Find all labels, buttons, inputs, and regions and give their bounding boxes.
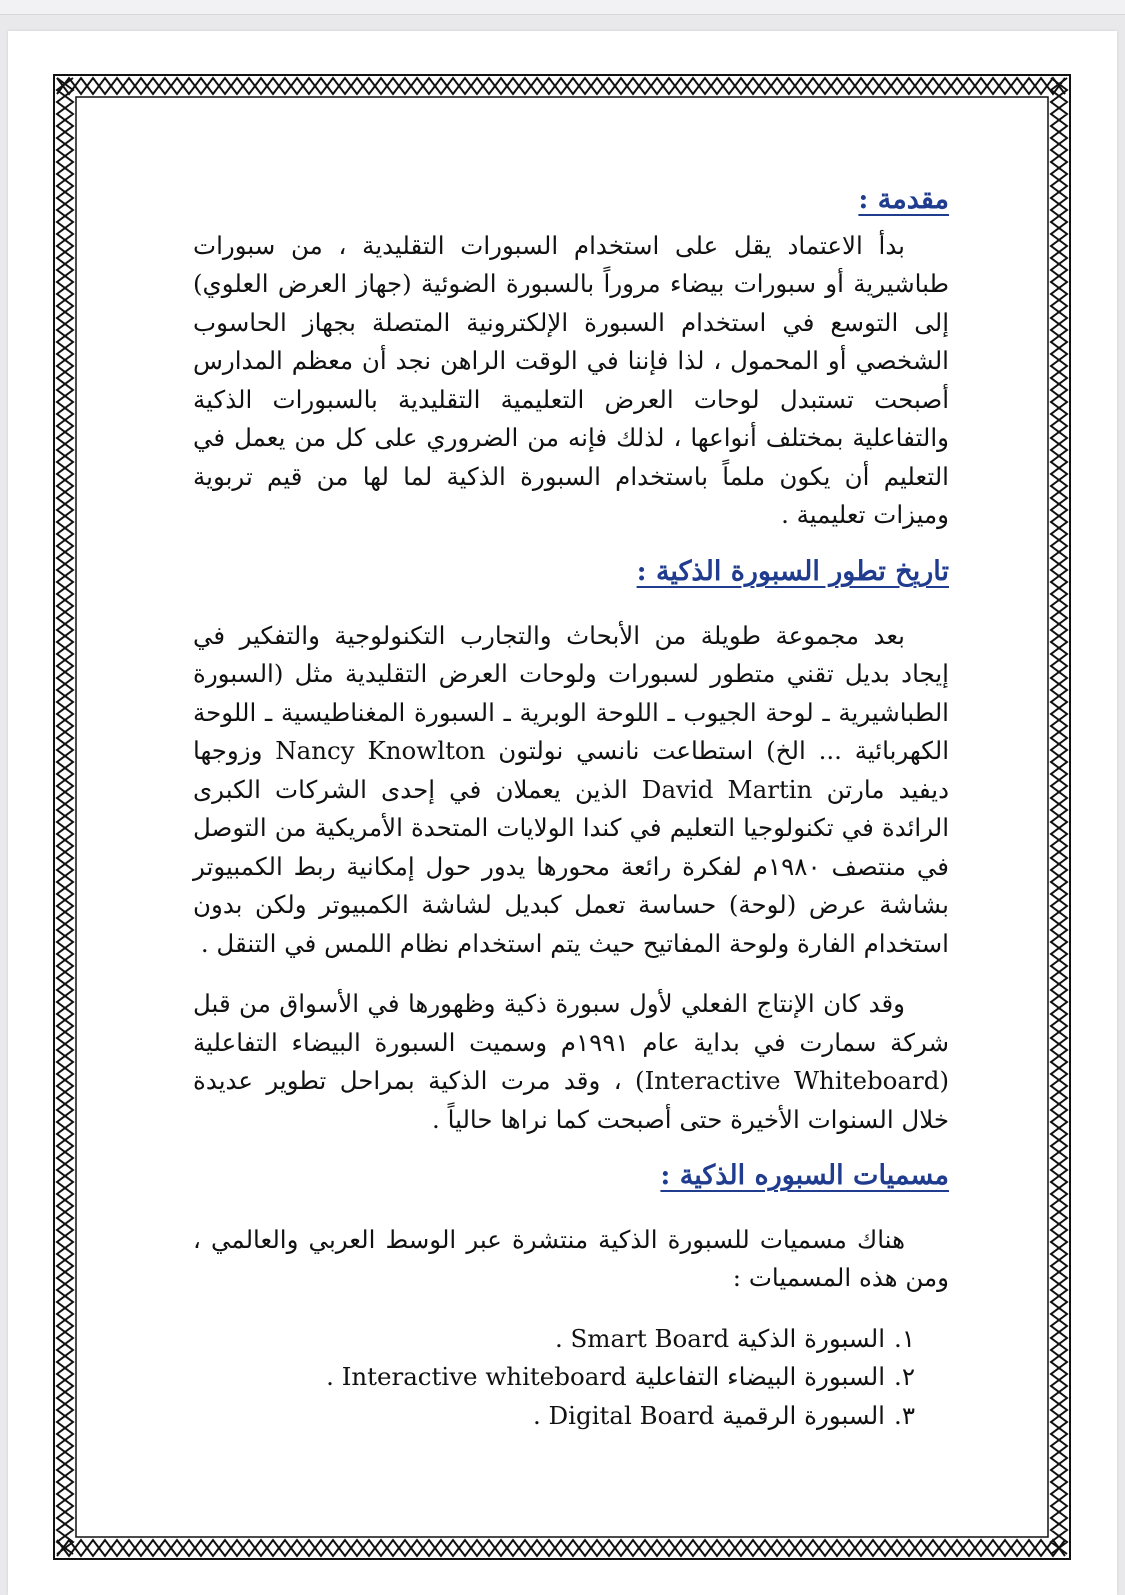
names-list — [193, 1320, 949, 1436]
names-heading: مسميات السبوره الذكية : — [660, 1160, 949, 1192]
history-heading: تاريخ تطور السبورة الذكية : — [636, 555, 949, 587]
page-content — [193, 181, 949, 1435]
list-item: ١.السبورة الذكية Smart Board . — [554, 1323, 915, 1353]
names-paragraph: هناك مسميات للسبورة الذكية منتشرة عبر الوسط العربي والعالمي ، ومن هذه المسميات : — [193, 1224, 949, 1293]
intro-heading: مقدمة : — [858, 184, 949, 215]
document-page — [8, 31, 1117, 1595]
list-item: ٣.السبورة الرقمية Digital Board . — [532, 1400, 915, 1430]
history-paragraph-2: وقد كان الإنتاج الفعلي لأول سبورة ذكية وظهورها في الأسواق من قبل شركة سمارت في بداية عام ١٩٩١م وسميت السبورة البيضاء التفاعلية (Interactive Whiteboard) ، وقد مرت الذكية بمراحل تطوير عديدة خلال السنوات الأخيرة حتى أصبحت كما نراها حالياً . — [193, 989, 949, 1134]
history-paragraph-1: بعد مجموعة طويلة من الأبحاث والتجارب التكنولوجية والتفكير في إيجاد بديل تقني متطور لسبورات ولوحات العرض التقليدية مثل (السبورة الطباشيرية ـ لوحة الجيوب ـ اللوحة الوبرية ـ السبورة المغناطيسية ـ اللوحة الكهربائية ... الخ) استطاعت نانسي نولتون Nancy Knowlton وزوجها ديفيد مارتن David Martin الذين يعملان في إحدى الشركات الكبرى الرائدة في تكنولوجيا التعليم في كندا الولايات المتحدة الأمريكية من التوصل في منتصف ١٩٨٠م لفكرة رائعة محورها يدور حول إمكانية ربط الكمبيوتر بشاشة عرض (لوحة) حساسة تعمل كبديل لشاشة الكمبيوتر ولكن بدون استخدام الفارة ولوحة المفاتيح حيث يتم استخدام نظام اللمس في التنقل . — [193, 620, 950, 958]
list-item: ٢.السبورة البيضاء التفاعلية Interactive whiteboard . — [326, 1362, 915, 1392]
viewer-top-strip — [0, 0, 1125, 15]
intro-paragraph: بدأ الاعتماد يقل على استخدام السبورات التقليدية ، من سبورات طباشيرية أو سبورات بيضاء مروراً بالسبورة الضوئية (جهاز العرض العلوي) إلى التوسع في استخدام السبورة الإلكترونية المتصلة بجهاز الحاسوب الشخصي أو المحمول ، لذا فإننا في الوقت الراهن نجد أن معظم المدارس أصبحت تستبدل لوحات العرض التعليمية التقليدية بالسبورات الذكية والتفاعلية بمختلف أنواعها ، لذلك فإنه من الضروري على كل من يعمل في التعليم أن يكون ملماً باستخدام السبورة الذكية لما لها من قيم تربوية وميزات تعليمية . — [193, 230, 949, 530]
